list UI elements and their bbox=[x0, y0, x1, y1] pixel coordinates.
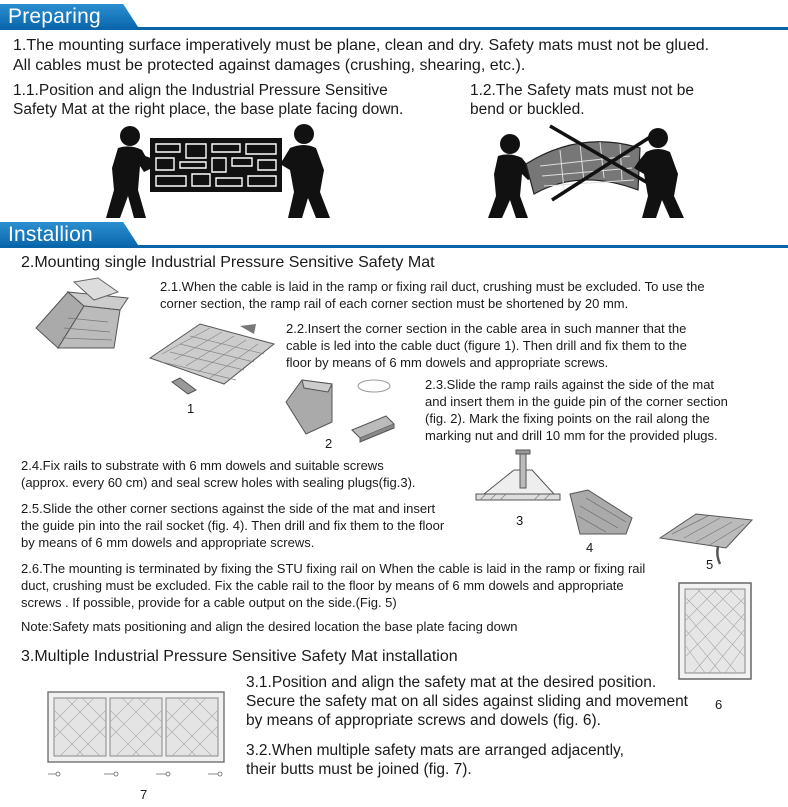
step-2-4-line-a: 2.4.Fix rails to substrate with 6 mm dowels and suitable screws bbox=[21, 458, 384, 473]
step-2-5-line-b: the guide pin into the rail socket (fig. 4). Then drill and fix them to the floor bbox=[21, 518, 445, 533]
step-3-1-line-c: by means of appropriate screws and dowels (fig. 6). bbox=[246, 712, 601, 729]
preparing-paragraph-1: 1.The mounting surface imperatively must be plane, clean and dry. Safety mats must not be glued. bbox=[13, 37, 710, 54]
figure-6-illustration bbox=[678, 582, 752, 680]
note-text: Note:Safety mats positioning and align the desired location the base plate facing down bbox=[21, 619, 518, 634]
figure-2-label: 2 bbox=[325, 436, 333, 451]
figure-7-illustration bbox=[44, 688, 228, 780]
step-3-2-line-a: 3.2.When multiple safety mats are arranged adjacently, bbox=[246, 742, 624, 759]
figure-4-illustration bbox=[566, 488, 636, 540]
step-2-3-line-a: 2.3.Slide the ramp rails against the side of the mat bbox=[425, 377, 715, 392]
step-1-1-line-b: Safety Mat at the right place, the base plate facing down. bbox=[13, 101, 404, 118]
step-2-5-line-c: by means of 6 mm dowels and appropriate screws. bbox=[21, 535, 315, 550]
installation-header bbox=[0, 222, 788, 248]
step-3-1-line-b: Secure the safety mat on all sides against sliding and movement bbox=[246, 693, 688, 710]
figure-7-label: 7 bbox=[140, 787, 148, 802]
step-1-1-line-a: 1.1.Position and align the Industrial Pressure Sensitive bbox=[13, 82, 388, 99]
step-2-6-line-c: screws . If possible, provide for a cable output on the side.(Fig. 5) bbox=[21, 595, 397, 610]
preparing-title: Preparing bbox=[8, 5, 101, 28]
figure-6-label: 6 bbox=[715, 697, 723, 712]
preparing-paragraph-1b: All cables must be protected against damages (crushing, shearing, etc.). bbox=[13, 57, 526, 74]
header-rule bbox=[0, 27, 788, 30]
figure-5-label: 5 bbox=[706, 557, 714, 572]
figure-3-label: 3 bbox=[516, 513, 524, 528]
figure-1-illustration bbox=[140, 318, 280, 396]
corner-section-illustration bbox=[28, 278, 138, 368]
figure-5-illustration bbox=[656, 508, 756, 564]
section-2-heading: 2.Mounting single Industrial Pressure Sensitive Safety Mat bbox=[21, 254, 435, 271]
step-3-1-line-a: 3.1.Position and align the safety mat at the desired position. bbox=[246, 674, 657, 691]
installation-title: Installion bbox=[8, 223, 93, 246]
step-1-2-line-a: 1.2.The Safety mats must not be bbox=[470, 82, 695, 99]
step-2-1-line-a: 2.1.When the cable is laid in the ramp or fixing rail duct, crushing must be excluded. To use the bbox=[160, 279, 705, 294]
step-2-6-line-b: duct, crushing must be excluded. Fix the cable rail to the floor by means of 6 mm dowels and appropriate bbox=[21, 578, 624, 593]
step-2-4-line-b: (approx. every 60 cm) and seal screw holes with sealing plugs(fig.3). bbox=[21, 475, 416, 490]
step-2-3-line-d: marking nut and drill 10 mm for the provided plugs. bbox=[425, 428, 718, 443]
preparing-header bbox=[0, 4, 788, 30]
step-2-2-line-a: 2.2.Insert the corner section in the cable area in such manner that the bbox=[286, 321, 687, 336]
step-2-5-line-a: 2.5.Slide the other corner sections against the side of the mat and insert bbox=[21, 501, 436, 516]
workers-buckled-mat-crossed-illustration bbox=[480, 120, 700, 220]
step-2-3-line-b: and insert them in the guide pin of the corner section bbox=[425, 394, 728, 409]
step-3-2-line-b: their butts must be joined (fig. 7). bbox=[246, 761, 472, 778]
header-rule bbox=[0, 245, 788, 248]
step-2-3-line-c: (fig. 2). Mark the fixing points on the rail along the bbox=[425, 411, 710, 426]
step-2-2-line-c: floor by means of 6 mm dowels and appropriate screws. bbox=[286, 355, 609, 370]
figure-2-illustration bbox=[282, 372, 422, 444]
section-3-heading: 3.Multiple Industrial Pressure Sensitive Safety Mat installation bbox=[21, 648, 458, 665]
step-2-2-line-b: cable is led into the cable duct (figure 1). Then drill and fix them to the bbox=[286, 338, 687, 353]
workers-holding-flat-mat-illustration bbox=[90, 120, 350, 220]
step-1-2-line-b: bend or buckled. bbox=[470, 101, 585, 118]
step-2-6-line-a: 2.6.The mounting is terminated by fixing the STU fixing rail on When the cable is laid in the ramp or fixing rail bbox=[21, 561, 646, 576]
figure-3-illustration bbox=[474, 448, 564, 508]
figure-4-label: 4 bbox=[586, 540, 594, 555]
figure-1-label: 1 bbox=[187, 401, 195, 416]
step-2-1-line-b: corner section, the ramp rail of each corner section must be shortened by 20 mm. bbox=[160, 296, 629, 311]
